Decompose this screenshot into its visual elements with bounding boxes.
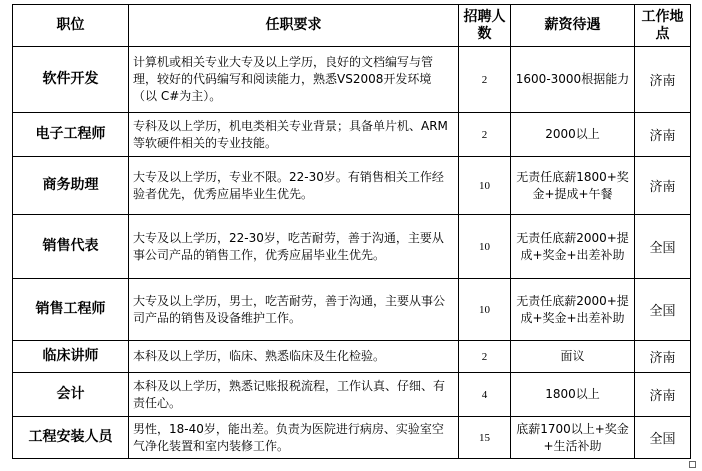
row-count: 2 bbox=[459, 47, 511, 113]
table-row bbox=[13, 113, 691, 157]
header-position: 职位 bbox=[13, 5, 129, 47]
header-salary: 薪资待遇 bbox=[511, 5, 635, 47]
row-position: 临床讲师 bbox=[13, 341, 129, 373]
table-row bbox=[13, 215, 691, 279]
row-count: 2 bbox=[459, 113, 511, 157]
row-position: 销售代表 bbox=[13, 215, 129, 279]
row-location: 全国 bbox=[635, 215, 691, 279]
row-salary: 无责任底薪2000+提成+奖金+出差补助 bbox=[511, 279, 635, 341]
header-count: 招聘人数 bbox=[459, 5, 511, 47]
row-location: 全国 bbox=[635, 417, 691, 459]
row-location: 全国 bbox=[635, 279, 691, 341]
row-requirements: 大专及以上学历，男士，吃苦耐劳，善于沟通，主要从事公司产品的销售及设备维护工作。 bbox=[129, 279, 459, 341]
row-count: 15 bbox=[459, 417, 511, 459]
table-row bbox=[13, 417, 691, 459]
row-position: 销售工程师 bbox=[13, 279, 129, 341]
row-salary: 1600-3000根据能力 bbox=[511, 47, 635, 113]
row-position: 软件开发 bbox=[13, 47, 129, 113]
row-position: 电子工程师 bbox=[13, 113, 129, 157]
table-row bbox=[13, 373, 691, 417]
row-location: 济南 bbox=[635, 113, 691, 157]
row-salary: 无责任底薪2000+提成+奖金+出差补助 bbox=[511, 215, 635, 279]
row-requirements: 本科及以上学历，临床、熟悉临床及生化检验。 bbox=[129, 341, 459, 373]
table-end-marker bbox=[689, 461, 696, 468]
row-requirements: 专科及以上学历，机电类相关专业背景；具备单片机、ARM等软硬件相关的专业技能。 bbox=[129, 113, 459, 157]
row-count: 10 bbox=[459, 157, 511, 215]
row-salary: 底薪1700以上+奖金+生活补助 bbox=[511, 417, 635, 459]
row-requirements: 大专及以上学历，专业不限。22-30岁。有销售相关工作经验者优先，优秀应届毕业生优先。 bbox=[129, 157, 459, 215]
header-requirements: 任职要求 bbox=[129, 5, 459, 47]
row-requirements: 计算机或相关专业大专及以上学历，良好的文档编写与管理，较好的代码编写和阅读能力，熟悉VS2008开发环境（以 C#为主）。 bbox=[129, 47, 459, 113]
table-row bbox=[13, 341, 691, 373]
table-row bbox=[13, 157, 691, 215]
row-salary: 1800以上 bbox=[511, 373, 635, 417]
row-count: 2 bbox=[459, 341, 511, 373]
row-location: 济南 bbox=[635, 341, 691, 373]
row-requirements: 大专及以上学历，22-30岁，吃苦耐劳，善于沟通，主要从事公司产品的销售工作，优秀应届毕业生优先。 bbox=[129, 215, 459, 279]
row-location: 济南 bbox=[635, 373, 691, 417]
row-location: 济南 bbox=[635, 157, 691, 215]
row-salary: 2000以上 bbox=[511, 113, 635, 157]
table-header-row bbox=[13, 5, 691, 47]
row-salary: 面议 bbox=[511, 341, 635, 373]
row-position: 会计 bbox=[13, 373, 129, 417]
row-position: 工程安装人员 bbox=[13, 417, 129, 459]
row-count: 10 bbox=[459, 215, 511, 279]
row-requirements: 男性，18-40岁，能出差。负责为医院进行病房、实验室空气净化装置和室内装修工作。 bbox=[129, 417, 459, 459]
job-table bbox=[12, 4, 691, 459]
row-location: 济南 bbox=[635, 47, 691, 113]
table-row bbox=[13, 279, 691, 341]
header-location: 工作地点 bbox=[635, 5, 691, 47]
row-count: 10 bbox=[459, 279, 511, 341]
table-row bbox=[13, 47, 691, 113]
row-position: 商务助理 bbox=[13, 157, 129, 215]
row-salary: 无责任底薪1800+奖金+提成+午餐 bbox=[511, 157, 635, 215]
row-count: 4 bbox=[459, 373, 511, 417]
row-requirements: 本科及以上学历，熟悉记账报税流程，工作认真、仔细、有责任心。 bbox=[129, 373, 459, 417]
